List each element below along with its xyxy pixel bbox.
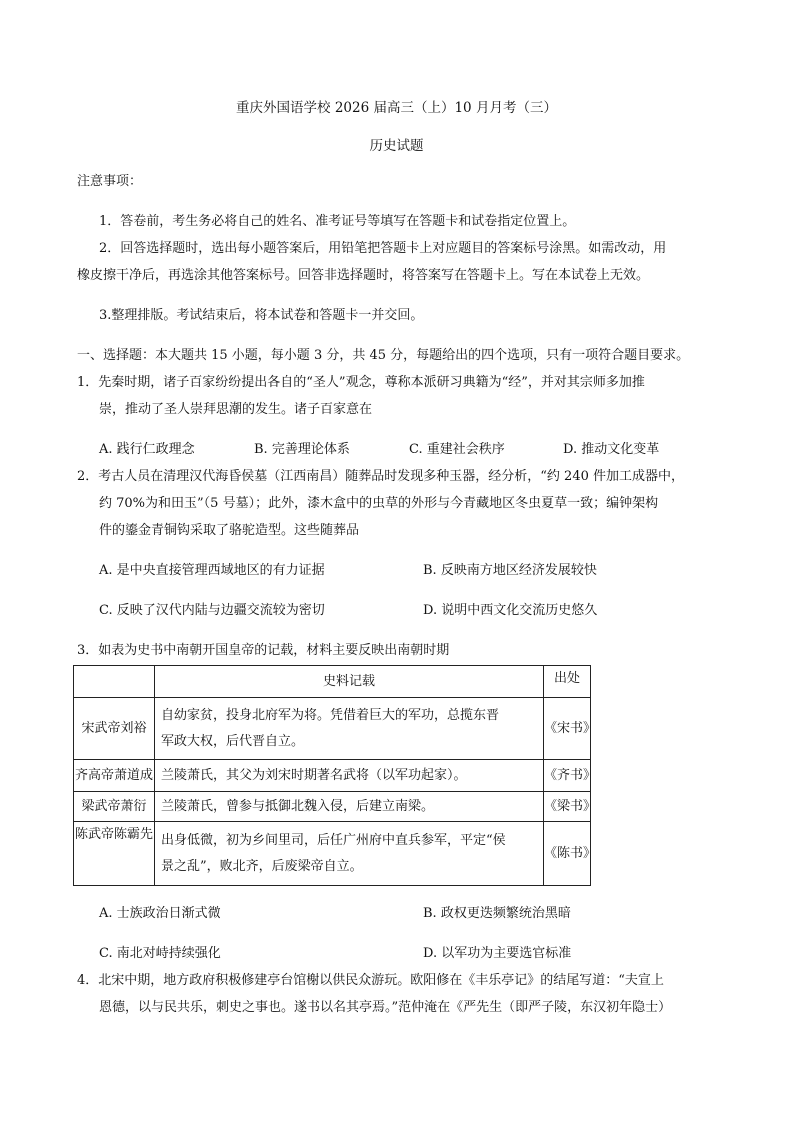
table-header-emperor [74,666,155,698]
emperor-cell: 梁武帝萧衍 [74,792,155,822]
q3-stem: 3．如表为史书中南朝开国皇帝的记载，材料主要反映出南朝时期 [77,643,450,658]
q1-option-c: C. 重建社会秩序 [409,442,505,457]
source-cell: 《梁书》 [544,792,591,822]
table-header-record: 史料记载 [155,666,544,698]
record-line-2: 景之乱”，败北齐，后废梁帝自立。 [161,858,363,874]
history-table [73,665,597,886]
q3-option-d: D. 以军功为主要选官标准 [423,946,572,961]
q4-line-2: 恩德，以与民共乐，刺史之事也。遂书以名其亭焉。”范仲淹在《严先生（即严子陵，东汉初年隐士） [99,1000,672,1015]
q3-option-a: A. 士族政治日渐式微 [99,906,221,921]
q1-option-a: A. 践行仁政理念 [99,442,195,457]
q1-line-2: 崇，推动了圣人崇拜思潮的发生。诸子百家意在 [99,402,373,417]
q4-line-1: 4．北宋中期，地方政府积极修建亭台馆榭以供民众游玩。欧阳修在《丰乐亭记》的结尾写道：“夫宣上 [77,973,664,988]
q2-option-c: C. 反映了汉代内陆与边疆交流较为密切 [99,603,325,618]
q2-option-d: D. 说明中西文化交流历史悠久 [423,603,598,618]
q1-option-b: B. 完善理论体系 [254,442,350,457]
record-cell: 兰陵萧氏，其父为刘宋时期著名武将（以军功起家）。 [155,760,544,792]
notice-item-3: 3.整理排版。考试结束后，将本试卷和答题卡一并交回。 [99,308,424,323]
q2-line-2: 约 70%为和田玉”（5 号墓）；此外，漆木盒中的虫草的外形与今青藏地区冬虫夏草一致；编钟架构 [99,496,659,511]
table-row [74,822,591,886]
record-cell [155,698,544,760]
table-header-source: 出处 [544,666,591,698]
record-line-1: 自幼家贫，投身北府军为将。凭借着巨大的军功，总揽东晋 [161,707,500,723]
q2-option-a: A. 是中央直接管理西域地区的有力证据 [99,563,325,578]
emperor-cell: 齐高帝萧道成 [74,760,155,792]
exam-subtitle: 历史试题 [369,138,424,154]
table-row [74,698,591,760]
record-line-2: 军政大权，后代晋自立。 [161,733,305,749]
notice-heading: 注意事项： [77,174,143,189]
exam-title: 重庆外国语学校 2026 届高三（上）10 月月考（三） [236,100,557,116]
section-heading: 一、选择题：本大题共 15 小题，每小题 3 分，共 45 分，每题给出的四个选项，只有一项符合题目要求。 [77,348,690,363]
notice-item-2-line-1: 2．回答选择题时，选出每小题答案后，用铅笔把答题卡上对应题目的答案标号涂黑。如需改动，用 [99,241,667,256]
table-row [74,760,591,792]
q1-line-1: 1．先秦时期，诸子百家纷纷提出各自的“圣人”观念，尊称本派研习典籍为“经”，并对其宗师多加推 [77,375,645,390]
emperor-cell: 宋武帝刘裕 [74,698,155,760]
q2-option-b: B. 反映南方地区经济发展较快 [423,563,597,578]
record-line-1: 出身低微，初为乡间里司，后任广州府中直兵参军，平定“侯 [161,832,506,848]
notice-item-1: 1．答卷前，考生务必将自己的姓名、准考证号等填写在答题卡和试卷指定位置上。 [99,214,576,229]
q3-option-b: B. 政权更迭频繁统治黑暗 [423,906,571,921]
table-row [74,792,591,822]
q2-line-3: 件的鎏金青铜钩采取了骆驼造型。这些随葬品 [99,523,360,538]
q3-option-c: C. 南北对峙持续强化 [99,946,221,961]
emperor-cell: 陈武帝陈霸先 [74,822,155,886]
source-cell: 《齐书》 [544,760,591,792]
table-header-row [74,666,591,698]
source-cell: 《宋书》 [544,698,591,760]
q1-option-d: D. 推动文化变革 [563,442,660,457]
q2-line-1: 2．考古人员在清理汉代海昏侯墓（江西南昌）随葬品时发现多种玉器，经分析，“约 240 件加工成器中， [77,469,684,484]
record-cell: 兰陵萧氏，曾参与抵御北魏入侵，后建立南梁。 [155,792,544,822]
source-cell: 《陈书》 [544,822,591,886]
notice-item-2-line-2: 橡皮擦干净后，再选涂其他答案标号。回答非选择题时，将答案写在答题卡上。写在本试卷上无效。 [77,268,650,283]
record-cell [155,822,544,886]
